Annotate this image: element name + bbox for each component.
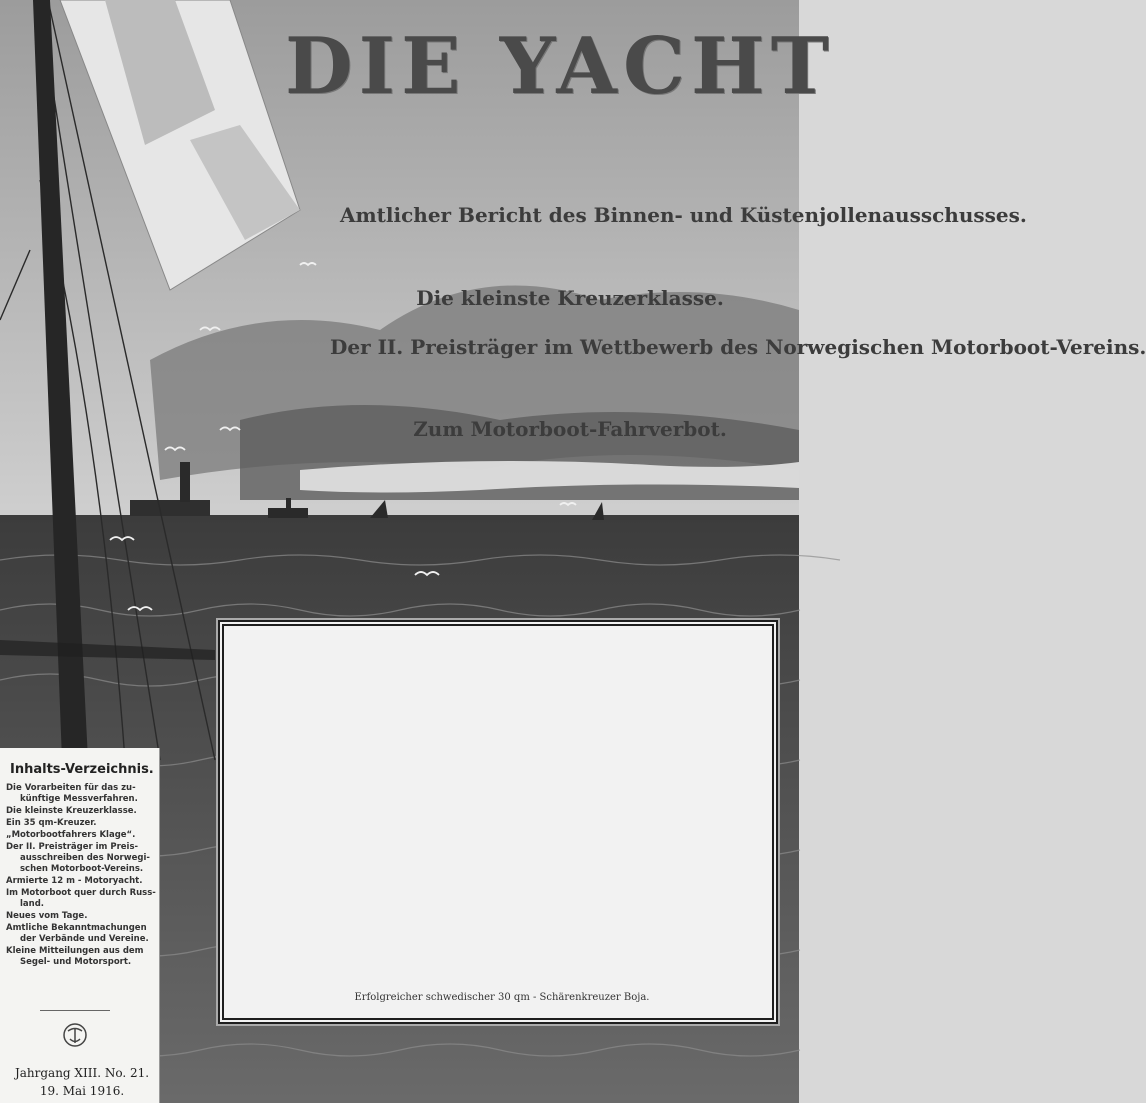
photo-overlay (262, 655, 742, 988)
magazine-title: DIE YACHT (285, 21, 835, 112)
toc-item: Ein 35 qm-Kreuzer. (6, 818, 97, 828)
toc-item: Die kleinste Kreuzerklasse. (6, 806, 137, 816)
headline-prize-winner: Der II. Preisträger im Wettbewerb des Norwegischen Motorboot-Vereins. (330, 335, 1146, 359)
toc-item: Neues vom Tage. (6, 911, 88, 921)
toc-item: Amtliche Bekanntmachungen der Verbände und Vereine. (6, 923, 149, 944)
issue-number: Jahrgang XIII. No. 21. (14, 1066, 150, 1080)
toc-list (6, 783, 159, 968)
toc-item: Im Motorboot quer durch Russ- land. (6, 888, 156, 909)
toc-item: Kleine Mitteilungen aus dem Segel- und Motorsport. (6, 946, 144, 967)
toc-item: „Motorbootfahrers Klage“. (6, 830, 136, 840)
toc-item: Der II. Preisträger im Preis- ausschreiben des Norwegi-schen Motorboot-Vereins. (6, 842, 150, 874)
headline-motorboat-ban: Zum Motorboot-Fahrverbot. (413, 417, 727, 441)
headline-official-report: Amtlicher Bericht des Binnen- und Küstenjollenausschusses. (340, 203, 1027, 227)
photo-caption: Erfolgreicher schwedischer 30 qm - Schärenkreuzer Boja. (354, 992, 650, 1003)
toc-title: Inhalts-Verzeichnis. (10, 762, 154, 777)
publisher-logo-icon (60, 1020, 90, 1050)
toc-divider (40, 1010, 110, 1011)
issue-date: 19. Mai 1916. (39, 1084, 125, 1098)
toc-item: Die Vorarbeiten für das zu- künftige Messverfahren. (6, 783, 138, 804)
table-of-contents (0, 748, 160, 1103)
toc-item: Armierte 12 m - Motoryacht. (6, 876, 143, 886)
headline-smallest-class: Die kleinste Kreuzerklasse. (416, 286, 724, 310)
